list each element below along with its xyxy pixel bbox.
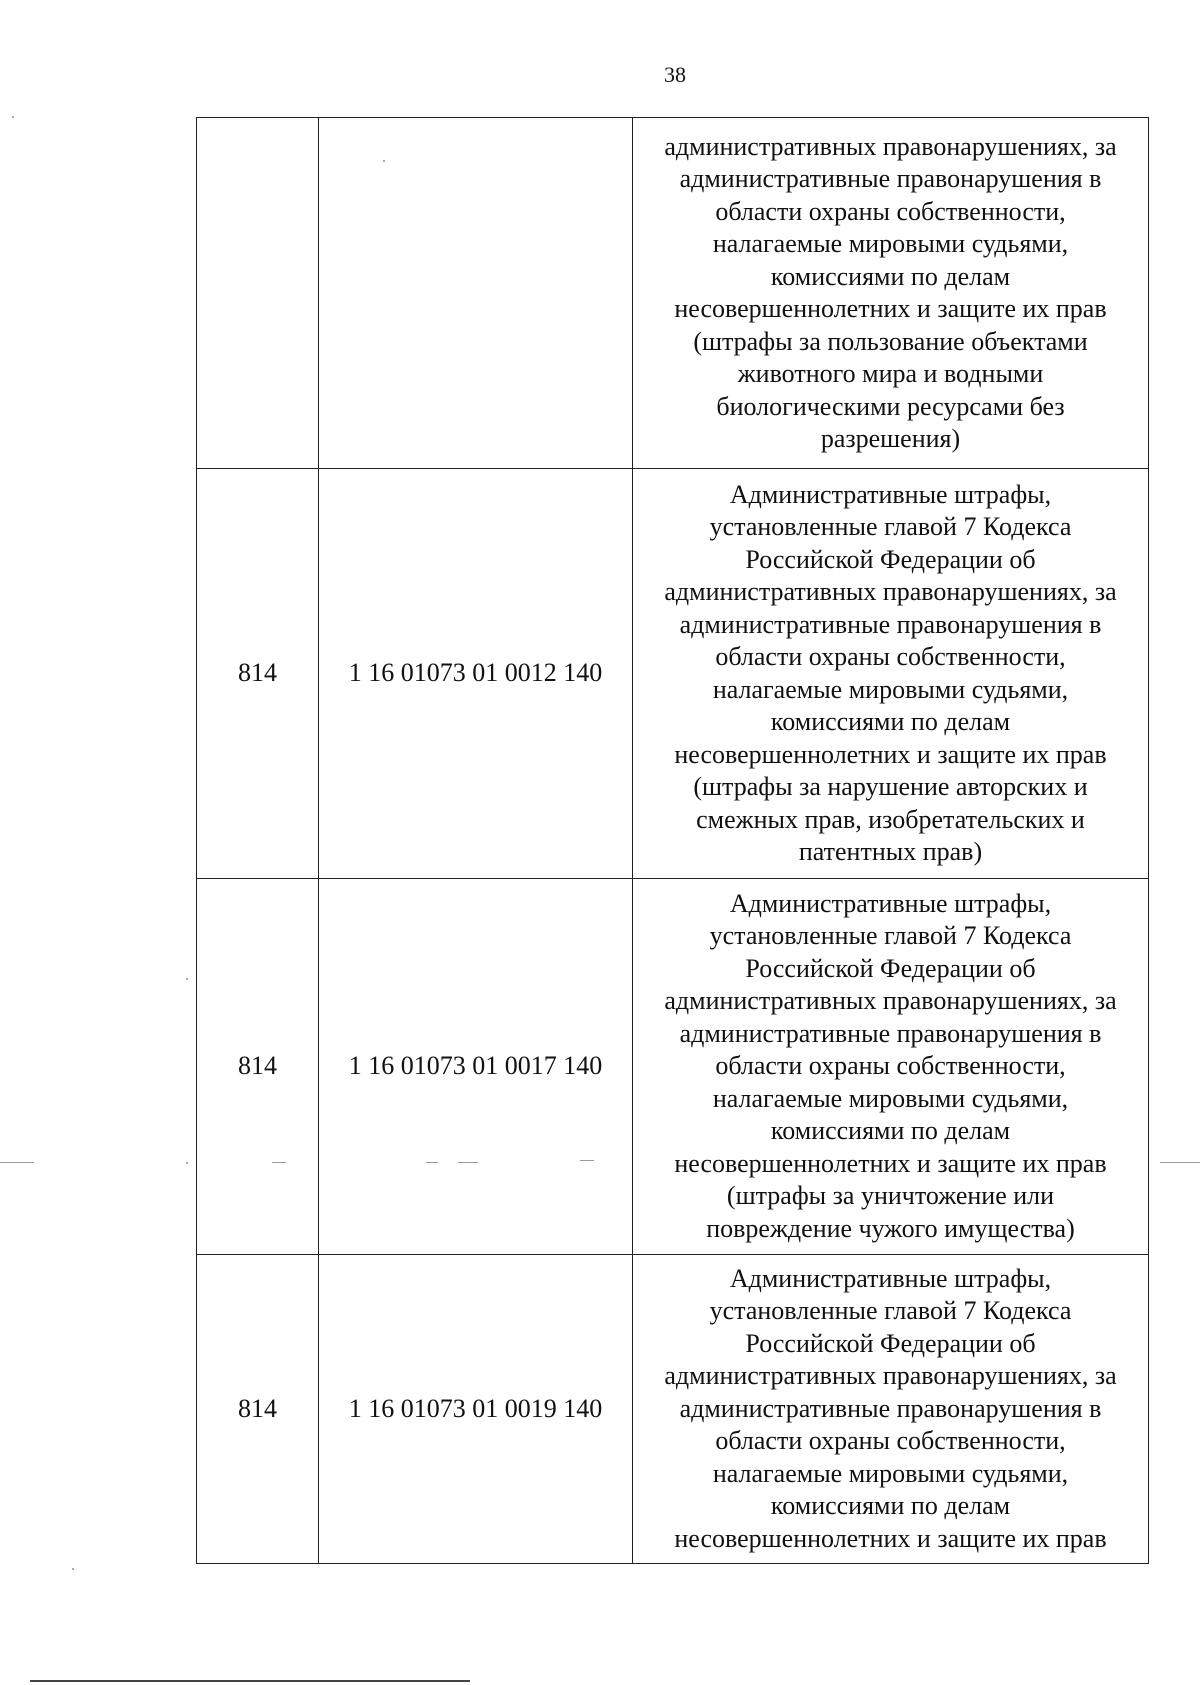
description-line: Административные штрафы, <box>729 479 1052 509</box>
scan-edge <box>30 1680 470 1682</box>
description-line: несовершеннолетних и защите их прав <box>674 1523 1107 1553</box>
admin-code-cell: 814 <box>197 469 319 879</box>
scan-artifact <box>458 1162 478 1163</box>
table-row <box>197 469 1149 879</box>
table-row <box>197 879 1149 1255</box>
description-line: комиссиями по делам <box>770 1491 1011 1521</box>
description-line: налагаемые мировыми судьями, <box>712 674 1069 704</box>
description-line: несовершеннолетних и защите их прав <box>674 294 1107 323</box>
description-line: установленные главой 7 Кодекса <box>709 921 1072 951</box>
description-line: Административные штрафы, <box>729 888 1052 918</box>
kbk-code-cell: 1 16 01073 01 0017 140 <box>319 879 633 1255</box>
description-line: (штрафы за нарушение авторских и <box>693 772 1088 801</box>
description-line: административные правонарушения в <box>679 1018 1102 1048</box>
description-line: Российской Федерации об <box>745 953 1036 983</box>
description-line: комиссиями по делам <box>770 1116 1011 1146</box>
description-line: (штрафы за уничтожение или <box>726 1181 1055 1211</box>
scan-artifact <box>12 116 14 118</box>
description-line: административные правонарушения в <box>679 609 1102 639</box>
description-line: административных правонарушениях, за <box>664 577 1117 606</box>
description-line: патентных прав) <box>798 837 983 866</box>
description-line: области охраны собственности, <box>715 1051 1066 1081</box>
kbk-code-cell: 1 16 01073 01 0019 140 <box>319 1255 633 1564</box>
description-line: налагаемые мировыми судьями, <box>712 229 1069 258</box>
description-line: несовершеннолетних и защите их прав <box>674 1148 1107 1178</box>
description-line: области охраны собственности, <box>715 642 1066 671</box>
description-line: Административные штрафы, <box>729 1263 1052 1293</box>
description-line: Российской Федерации об <box>745 544 1036 574</box>
admin-code-cell: 814 <box>197 879 319 1255</box>
scan-artifact <box>272 1162 286 1163</box>
description-line: налагаемые мировыми судьями, <box>712 1458 1069 1488</box>
description-line: области охраны собственности, <box>715 196 1066 226</box>
table-row <box>197 1255 1149 1564</box>
description-line: (штрафы за пользование объектами <box>693 326 1088 356</box>
description-line: повреждение чужого имущества) <box>706 1213 1075 1243</box>
scan-artifact <box>1160 1162 1200 1163</box>
page-number: 38 <box>664 62 686 87</box>
scan-artifact <box>186 978 188 980</box>
description-cell <box>633 118 1149 469</box>
kbk-code-cell: 1 16 01073 01 0012 140 <box>319 469 633 879</box>
kbk-code-cell <box>319 118 633 469</box>
description-line: комиссиями по делам <box>770 261 1011 291</box>
description-line: животного мира и водными <box>737 359 1044 388</box>
description-line: области охраны собственности, <box>715 1426 1066 1456</box>
budget-codes-table <box>196 117 1149 1564</box>
admin-code-cell: 814 <box>197 1255 319 1564</box>
description-line: административных правонарушениях, за <box>664 1361 1117 1391</box>
description-line: биологическими ресурсами без <box>716 391 1065 421</box>
table-row <box>197 118 1149 469</box>
scan-artifact <box>383 160 385 162</box>
description-line: смежных прав, изобретательских и <box>696 804 1085 834</box>
description-line: Российской Федерации об <box>745 1328 1036 1358</box>
description-cell <box>633 1255 1149 1564</box>
description-line: несовершеннолетних и защите их прав <box>674 739 1107 769</box>
scan-artifact <box>580 1160 594 1161</box>
description-line: административные правонарушения в <box>679 164 1102 193</box>
description-line: разрешения) <box>820 424 961 453</box>
description-cell <box>633 469 1149 879</box>
description-line: установленные главой 7 Кодекса <box>709 512 1072 541</box>
description-line: административных правонарушениях, за <box>664 986 1117 1016</box>
admin-code-cell <box>197 118 319 469</box>
description-line: установленные главой 7 Кодекса <box>709 1296 1072 1326</box>
description-cell <box>633 879 1149 1255</box>
description-line: налагаемые мировыми судьями, <box>712 1083 1069 1113</box>
scan-artifact <box>426 1162 438 1163</box>
scan-artifact <box>72 1568 74 1570</box>
description-line: комиссиями по делам <box>770 707 1011 736</box>
scan-artifact <box>186 1162 188 1164</box>
description-line: административных правонарушениях, за <box>664 131 1117 161</box>
scan-artifact <box>0 1162 34 1163</box>
description-line: административные правонарушения в <box>679 1393 1102 1423</box>
